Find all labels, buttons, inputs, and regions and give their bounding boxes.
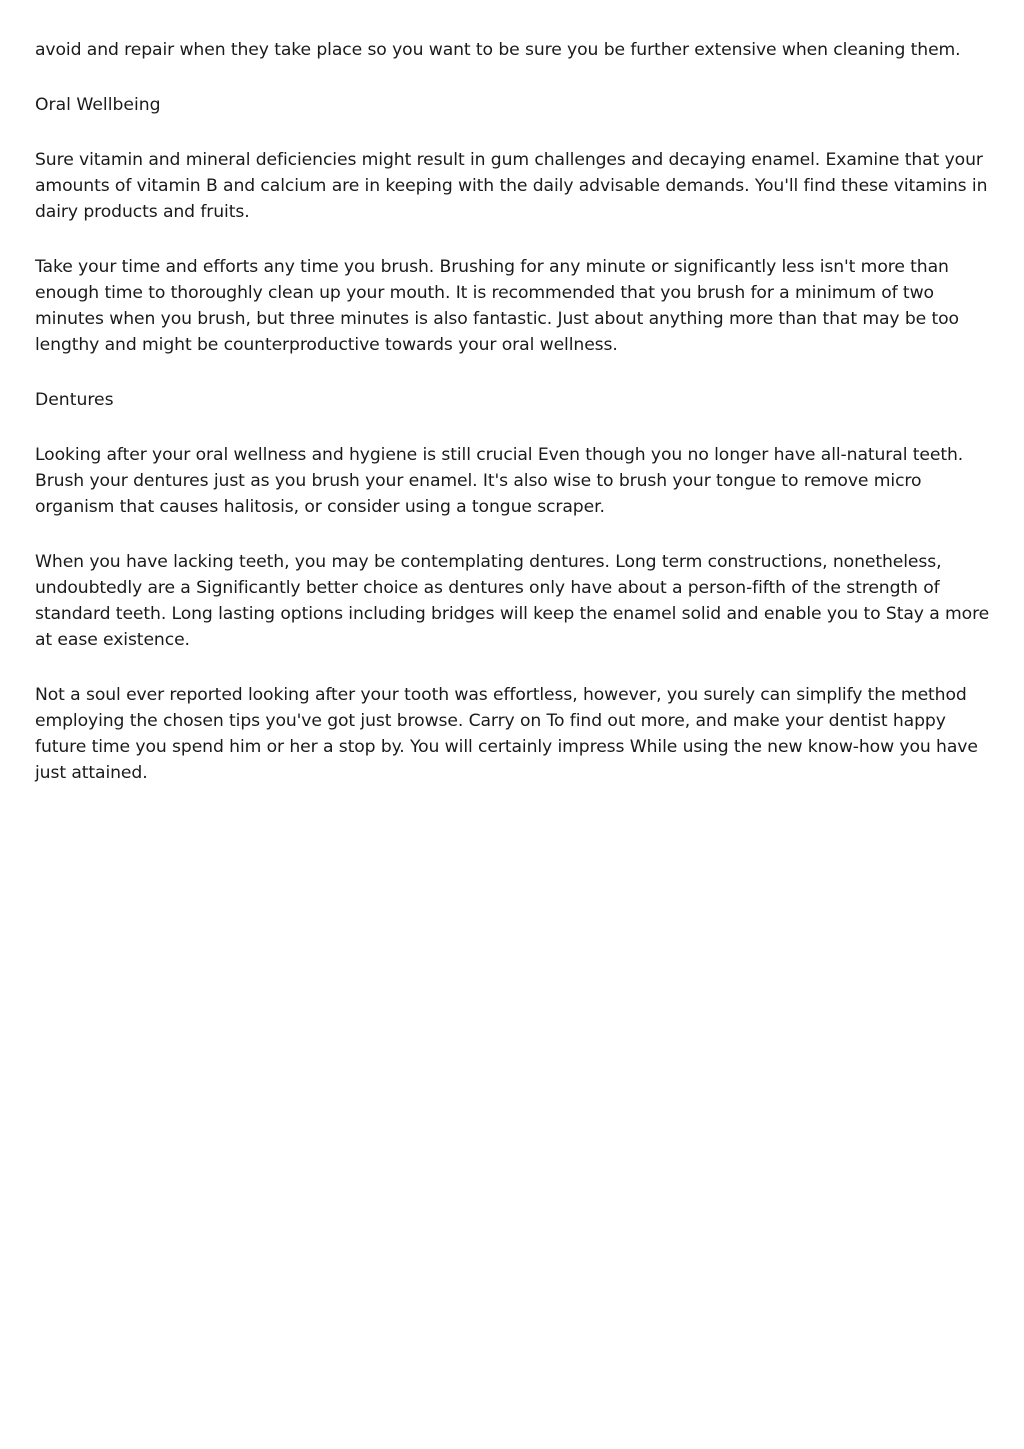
paragraph-vitamins: Sure vitamin and mineral deficiencies might result in gum challenges and decaying enamel. Examine that your amounts of vitamin B and calcium are in keeping with the daily advisable demands. You'll find these vitamins in dairy products and fruits. <box>35 150 988 222</box>
paragraph-conclusion: Not a soul ever reported looking after your tooth was effortless, however, you surely can simplify the method employing the chosen tips you've got just browse. Carry on To find out more, and make your dentist happy future time you spend him or her a stop by. You will certainly impress While using the new know-how you have just attained. <box>35 685 978 783</box>
paragraph-brushing-time: Take your time and efforts any time you brush. Brushing for any minute or significantly less isn't more than enough time to thoroughly clean up your mouth. It is recommended that you brush for a minimum of two minutes when you brush, but three minutes is also fantastic. Just about anything more than that may be too lengthy and might be counterproductive towards your oral wellness. <box>35 257 959 355</box>
heading-dentures: Dentures <box>35 390 114 410</box>
paragraph-missing-teeth: When you have lacking teeth, you may be contemplating dentures. Long term constructions, nonetheless, undoubtedly are a Significantly better choice as dentures only have about a person-fifth of the strength of standard teeth. Long lasting options including bridges will keep the enamel solid and enable you to Stay a more at ease existence. <box>35 552 990 650</box>
heading-oral-wellbeing: Oral Wellbeing <box>35 95 161 115</box>
paragraph-denture-care: Looking after your oral wellness and hygiene is still crucial Even though you no longer have all-natural teeth. Brush your dentures just as you brush your enamel. It's also wise to brush your tongue to remove micro organism that causes halitosis, or consider using a tongue scraper. <box>35 445 964 517</box>
paragraph-cleaning: avoid and repair when they take place so you want to be sure you be further extensive when cleaning them. <box>35 40 961 60</box>
document-body <box>35 37 995 815</box>
